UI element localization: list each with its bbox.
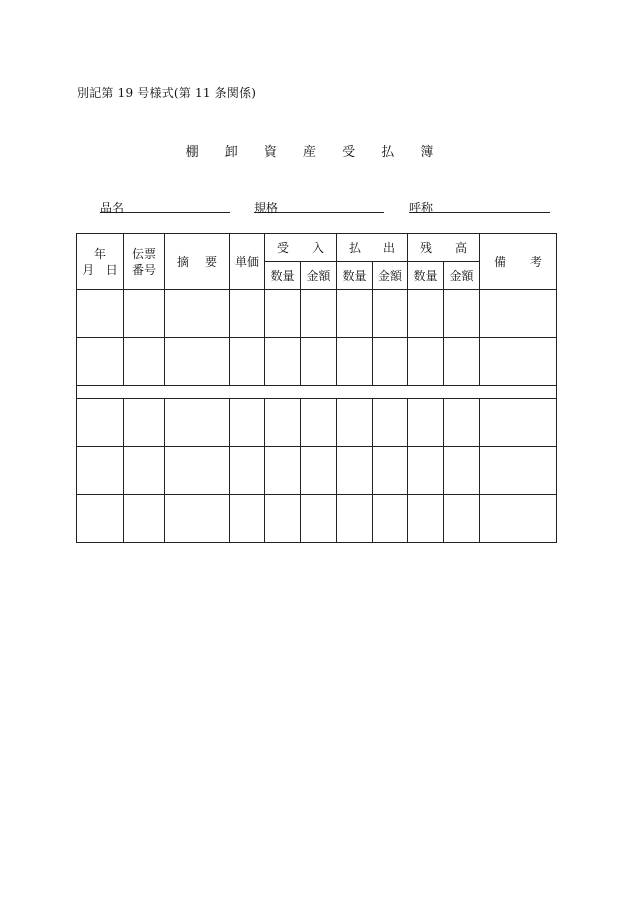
header-balance-qty: 数量 — [408, 262, 444, 290]
header-unit-price: 単価 — [230, 234, 265, 290]
header-date: 年 月 日 — [77, 234, 124, 290]
table-cell[interactable] — [124, 290, 165, 338]
table-cell[interactable] — [444, 495, 480, 543]
table-cell[interactable] — [265, 399, 301, 447]
specification-label: 規格 — [254, 201, 279, 215]
table-cell[interactable] — [165, 495, 230, 543]
page-title: 棚 卸 資 産 受 払 簿 — [185, 145, 445, 160]
table-cell[interactable] — [124, 399, 165, 447]
header-receipt-qty: 数量 — [265, 262, 301, 290]
table-cell[interactable] — [265, 495, 301, 543]
table-cell[interactable] — [230, 399, 265, 447]
table-break-cell — [77, 386, 557, 399]
table-cell[interactable] — [124, 447, 165, 495]
table-cell[interactable] — [444, 399, 480, 447]
table-cell[interactable] — [265, 447, 301, 495]
table-cell[interactable] — [77, 495, 124, 543]
table-cell[interactable] — [373, 495, 408, 543]
product-name-label: 品名 — [100, 201, 125, 215]
product-name-field[interactable] — [100, 199, 230, 213]
table-cell[interactable] — [337, 399, 373, 447]
table-cell[interactable] — [124, 495, 165, 543]
ledger-table — [76, 233, 557, 543]
table-cell[interactable] — [408, 338, 444, 386]
table-cell[interactable] — [230, 447, 265, 495]
header-receipt-amount: 金額 — [301, 262, 337, 290]
table-cell[interactable] — [408, 399, 444, 447]
table-row — [77, 447, 557, 495]
form-reference: 別記第 19 号様式(第 11 条関係) — [77, 86, 257, 100]
table-cell[interactable] — [230, 495, 265, 543]
designation-label: 呼称 — [409, 201, 434, 215]
table-cell[interactable] — [265, 290, 301, 338]
header-summary: 摘 要 — [165, 234, 230, 290]
table-cell[interactable] — [337, 495, 373, 543]
table-cell[interactable] — [165, 399, 230, 447]
table-cell[interactable] — [301, 399, 337, 447]
table-cell[interactable] — [373, 290, 408, 338]
header-receipt: 受 入 — [265, 234, 337, 262]
table-cell[interactable] — [337, 290, 373, 338]
table-cell[interactable] — [444, 447, 480, 495]
table-cell[interactable] — [165, 338, 230, 386]
table-cell[interactable] — [165, 290, 230, 338]
table-cell[interactable] — [337, 338, 373, 386]
table-cell[interactable] — [301, 495, 337, 543]
header-payment-qty: 数量 — [337, 262, 373, 290]
table-cell[interactable] — [480, 447, 557, 495]
header-payment: 払 出 — [337, 234, 408, 262]
header-remarks: 備 考 — [480, 234, 557, 290]
table-cell[interactable] — [230, 338, 265, 386]
header-slip-number: 伝票 番号 — [124, 234, 165, 290]
table-cell[interactable] — [444, 290, 480, 338]
table-cell[interactable] — [480, 338, 557, 386]
table-cell[interactable] — [301, 290, 337, 338]
header-payment-amount: 金額 — [373, 262, 408, 290]
table-cell[interactable] — [77, 338, 124, 386]
table-cell[interactable] — [337, 447, 373, 495]
table-cell[interactable] — [373, 399, 408, 447]
table-cell[interactable] — [480, 290, 557, 338]
table-row — [77, 338, 557, 386]
designation-field[interactable] — [409, 199, 550, 213]
table-row — [77, 290, 557, 338]
table-cell[interactable] — [408, 495, 444, 543]
table-cell[interactable] — [480, 399, 557, 447]
table-cell[interactable] — [444, 338, 480, 386]
table-cell[interactable] — [373, 338, 408, 386]
table-cell[interactable] — [230, 290, 265, 338]
table-cell[interactable] — [408, 447, 444, 495]
table-cell[interactable] — [480, 495, 557, 543]
table-cell[interactable] — [408, 290, 444, 338]
header-balance-amount: 金額 — [444, 262, 480, 290]
table-cell[interactable] — [77, 399, 124, 447]
table-row — [77, 495, 557, 543]
table-cell[interactable] — [301, 447, 337, 495]
table-cell[interactable] — [77, 447, 124, 495]
table-break-row — [77, 386, 557, 399]
table-cell[interactable] — [124, 338, 165, 386]
table-cell[interactable] — [301, 338, 337, 386]
header-balance: 残 高 — [408, 234, 480, 262]
table-cell[interactable] — [77, 290, 124, 338]
table-row — [77, 399, 557, 447]
table-cell[interactable] — [265, 338, 301, 386]
table-cell[interactable] — [165, 447, 230, 495]
specification-field[interactable] — [254, 199, 384, 213]
table-cell[interactable] — [373, 447, 408, 495]
